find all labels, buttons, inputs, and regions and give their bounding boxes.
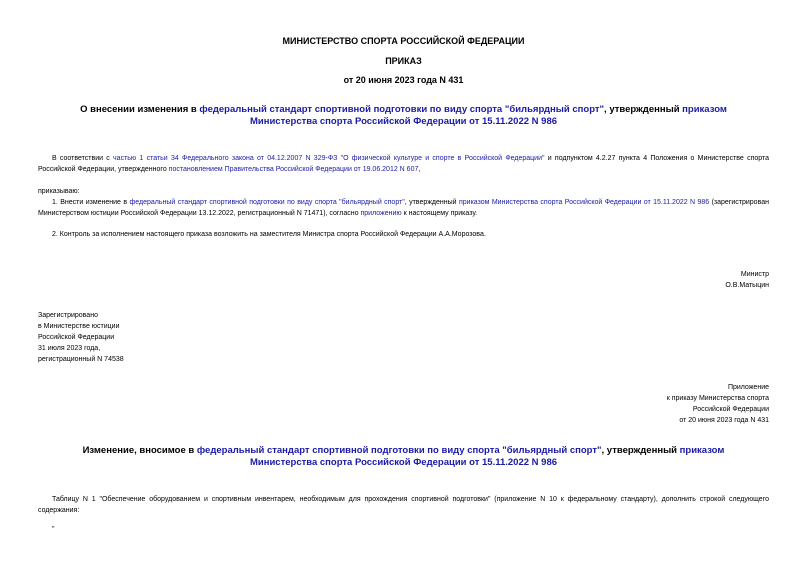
item-2-paragraph: 2. Контроль за исполнением настоящего приказа возложить на заместителя Министра спорта Российской Федерации А.А.Морозова. <box>52 231 486 238</box>
appendix-order-link[interactable]: приказом Министерства спорта Российской Федерации от 15.11.2022 N 986 <box>249 445 725 468</box>
registration-block <box>38 310 124 365</box>
preamble-text-3: , <box>418 166 421 173</box>
item1-text-4: к настоящему приказу. <box>401 210 478 217</box>
appendix-line-4: от 20 июня 2023 года N 431 <box>679 417 769 424</box>
appendix-line-1: Приложение <box>727 384 769 391</box>
signature-position: Министр <box>740 271 769 278</box>
order-word: приказываю: <box>38 188 80 195</box>
title-middle: , утвержденный <box>604 104 683 115</box>
ministry-heading: МИНИСТЕРСТВО СПОРТА РОССИЙСКОЙ ФЕДЕРАЦИИ <box>282 36 525 46</box>
appendix-line-2: к приказу Министерства спорта <box>666 395 769 402</box>
appendix-link[interactable]: приложению <box>360 210 402 217</box>
doc-type-heading: ПРИКАЗ <box>385 56 422 66</box>
registration-line-4: 31 июля 2023 года, <box>38 345 101 352</box>
registration-line-1: Зарегистрировано <box>38 312 98 319</box>
order-986-link[interactable]: приказом Министерства спорта Российской Федерации от 15.11.2022 N 986 <box>249 104 727 127</box>
document-title <box>50 104 757 128</box>
appendix-title-prefix: Изменение, вносимое в <box>82 445 197 456</box>
appendix-title-middle: , утвержденный <box>601 445 680 456</box>
item-1-paragraph <box>38 197 769 219</box>
standard-link[interactable]: федеральный стандарт спортивной подготовки по виду спорта "бильярдный спорт" <box>199 104 605 115</box>
preamble-text-2: и подпунктом 4.2.27 пункта 4 Положения о Министерстве спорта Российской Федерации, утвержденного <box>38 155 770 173</box>
appendix-line-3: Российской Федерации <box>692 406 769 413</box>
item1-text-3: (зарегистрирован Министерством юстиции Российской Федерации 13.12.2022, регистрационный N 71471), согласно <box>38 199 769 217</box>
preamble-text-1: В соответствии с <box>52 155 114 162</box>
registration-line-2: в Министерстве юстиции <box>38 323 120 330</box>
item1-standard-link[interactable]: федеральный стандарт спортивной подготовки по виду спорта "бильярдный спорт" <box>129 199 405 206</box>
federal-law-link[interactable]: частью 1 статьи 34 Федерального закона от 04.12.2007 N 329-ФЗ "О физической культуре и спорте в Российской Федерации" <box>113 155 545 162</box>
government-resolution-link[interactable]: постановлением Правительства Российской Федерации от 19.06.2012 N 607 <box>168 166 419 173</box>
appendix-title <box>50 445 757 469</box>
appendix-standard-link[interactable]: федеральный стандарт спортивной подготовки по виду спорта "бильярдный спорт" <box>196 445 602 456</box>
item1-text-1: 1. Внести изменение в <box>52 199 130 206</box>
title-prefix: О внесении изменения в <box>80 104 200 115</box>
item1-text-2: , утвержденный <box>404 199 459 206</box>
signature-name: О.В.Матыцин <box>725 282 769 289</box>
quote-mark: " <box>52 526 55 533</box>
doc-date-number: от 20 июня 2023 года N 431 <box>343 75 464 85</box>
preamble-paragraph <box>38 153 769 175</box>
registration-line-5: регистрационный N 74538 <box>38 356 124 363</box>
table-paragraph: Таблицу N 1 "Обеспечение оборудованием и спортивным инвентарем, необходимым для прохождения спортивной подготовки" (приложение N 10 к федеральному стандарту), дополнить строкой следующего содержания: <box>38 496 769 514</box>
registration-line-3: Российской Федерации <box>38 334 115 341</box>
appendix-block <box>667 382 769 426</box>
item1-order-link[interactable]: приказом Министерства спорта Российской Федерации от 15.11.2022 N 986 <box>458 199 710 206</box>
